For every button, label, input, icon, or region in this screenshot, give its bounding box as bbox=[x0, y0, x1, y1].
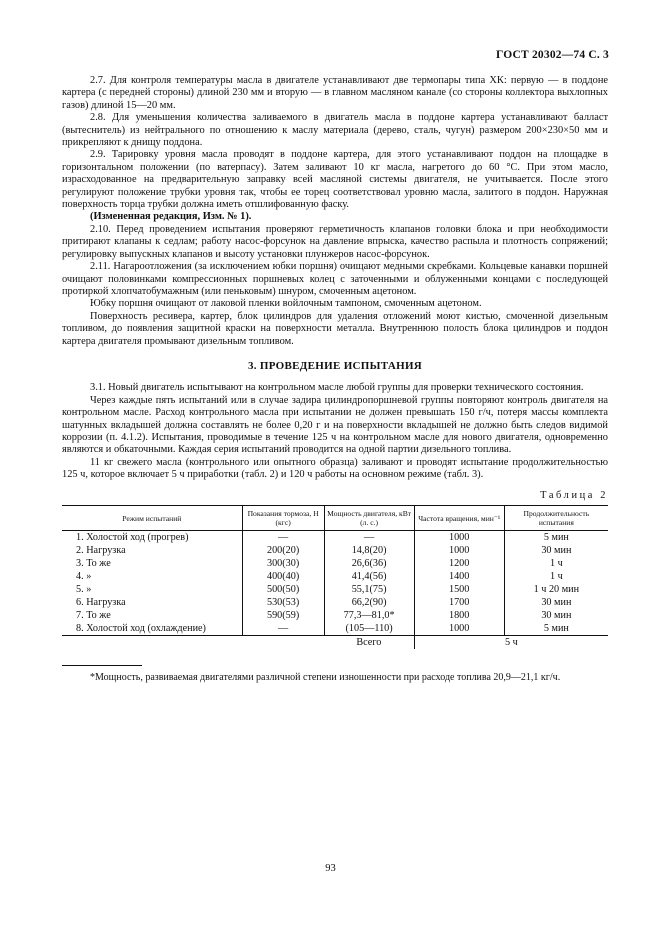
section-title: 3. ПРОВЕДЕНИЕ ИСПЫТАНИЯ bbox=[247, 359, 423, 372]
cell-mode: 2. Нагрузка bbox=[76, 545, 126, 556]
col-header-brake: Показания тормоза, Н (кгс) bbox=[242, 506, 324, 531]
col-header-speed: Частота вращения, мин⁻¹ bbox=[414, 506, 504, 531]
paragraph-piston-skirt: Юбку поршня очищают от лаковой пленки войлочным тампоном, смоченным ацетоном. bbox=[90, 298, 482, 310]
cell-power: (105—110) bbox=[324, 622, 414, 636]
paragraph-receiver: Поверхность ресивера, картер, блок цилиндров для удаления отложений моют кистью, смоченной дизельным топливом, до появления защитной краски на поверхности металла. Внутреннюю полость блока цилиндров и поддон картера двигателя промывают дизельным топливом. bbox=[62, 310, 608, 347]
cell-brake: — bbox=[242, 531, 324, 545]
cell-mode: 5. » bbox=[76, 584, 92, 595]
cell-mode: 8. Холостой ход (охлаждение) bbox=[62, 622, 242, 636]
paragraph-2-10: 2.10. Перед проведением испытания проверяют герметичность клапанов головки блока и при необходимости притирают клапаны к седлам; работу насос-форсунок на давление впрыска, качество распыла и плотность сопряжений; регулировку выпускных клапанов и высоту установки плунжеров насос-форсунок. bbox=[62, 223, 608, 260]
amendment-note: (Измененная редакция, Изм. № 1). bbox=[90, 211, 252, 223]
table-row bbox=[62, 544, 608, 557]
cell-power: 66,2(90) bbox=[324, 596, 414, 609]
cell-duration: 1 ч bbox=[504, 557, 608, 570]
total-value: 5 ч bbox=[414, 636, 608, 650]
cell-speed: 1000 bbox=[414, 622, 504, 636]
test-modes-table bbox=[62, 505, 608, 649]
cell-speed: 1800 bbox=[414, 609, 504, 622]
cell-mode: 4. » bbox=[76, 571, 92, 582]
page-header: ГОСТ 20302—74 С. 3 bbox=[496, 49, 609, 61]
footnote-divider bbox=[62, 665, 142, 666]
paragraph-control: Через каждые пять испытаний или в случае задира цилиндропоршневой группы повторяют контроль двигателя на контрольном масле. Расход контрольного масла при испытании не должен превышать 150 г/ч, потеря массы комплекта шатунных вкладышей должна составлять не более 0,20 г и на поверхности вкладышей не должно быть следов видимой коррозии (п. 4.1.2). Испытания, проводимые в течение 125 ч на контрольном масле для нового двигателя, одновременно являются и обкаточными. Каждая серия испытаний проводится на одной партии дизельного топлива. bbox=[62, 394, 608, 456]
cell-duration: 5 мин bbox=[504, 622, 608, 636]
page-content bbox=[62, 75, 608, 685]
cell-duration: 30 мин bbox=[504, 544, 608, 557]
paragraph-2-7: 2.7. Для контроля температуры масла в двигателе устанавливают две термопары типа ХК: первую — в поддоне картера (с передней стороны) длиной 230 мм и вторую — в главном масляном канале (со стороны коллектора выхлопных газов) длиной 15—20 мм. bbox=[62, 75, 608, 111]
paragraph-fresh-oil: 11 кг свежего масла (контрольного или опытного образца) заливают и проводят испытание продолжительностью 125 ч, которое включает 5 ч приработки (табл. 2) и 120 ч работы на основном режиме (табл. 3). bbox=[62, 456, 608, 481]
cell-duration: 30 мин bbox=[504, 609, 608, 622]
paragraph-3-1: 3.1. Новый двигатель испытывают на контрольном масле любой группы для проверки технического состояния. bbox=[90, 382, 584, 394]
cell-speed: 1000 bbox=[414, 531, 504, 545]
cell-speed: 1700 bbox=[414, 596, 504, 609]
table-label: Таблица 2 bbox=[540, 489, 608, 501]
footnote: *Мощность, развиваемая двигателями различной степени изношенности при расходе топлива 20,9—21,1 кг/ч. bbox=[90, 672, 561, 684]
table-total-row bbox=[62, 636, 608, 650]
cell-speed: 1400 bbox=[414, 570, 504, 583]
cell-duration: 5 мин bbox=[504, 531, 608, 545]
cell-brake: 400(40) bbox=[242, 570, 324, 583]
cell-power: 41,4(56) bbox=[324, 570, 414, 583]
cell-mode: 7. То же bbox=[76, 610, 111, 621]
cell-duration: 30 мин bbox=[504, 596, 608, 609]
col-header-mode: Режим испытаний bbox=[62, 506, 242, 531]
paragraph-2-11: 2.11. Нагароотложения (за исключением юбки поршня) очищают медными скребками. Кольцевые канавки поршней очищают половинками компрессионных поршневых колец с заточенными и облуженными концами с последующей протиркой хлопчатобумажным (или пеньковым) шнуром, смоченным ацетоном. bbox=[62, 261, 608, 297]
paragraph-2-8: 2.8. Для уменьшения количества заливаемого в двигатель масла в поддоне картера устанавливают балласт (вытеснитель) из нейтрального по отношению к маслу материала (дерево, сталь, чугун) размером 200×230×50 мм и прикрепляют к днищу поддона. bbox=[62, 112, 608, 149]
table-row bbox=[62, 570, 608, 583]
table-row bbox=[62, 531, 608, 545]
table-row bbox=[62, 622, 608, 636]
cell-power: 14,8(20) bbox=[324, 544, 414, 557]
cell-brake: 590(59) bbox=[242, 609, 324, 622]
cell-power: 55,1(75) bbox=[324, 583, 414, 596]
cell-mode: 1. Холостой ход (прогрев) bbox=[76, 532, 189, 543]
cell-speed: 1500 bbox=[414, 583, 504, 596]
cell-power: — bbox=[324, 531, 414, 545]
cell-speed: 1000 bbox=[414, 544, 504, 557]
cell-power: 26,6(36) bbox=[324, 557, 414, 570]
col-header-duration: Продолжительность испытания bbox=[504, 506, 608, 531]
cell-speed: 1200 bbox=[414, 557, 504, 570]
table-row bbox=[62, 557, 608, 570]
cell-power: 77,3—81,0* bbox=[324, 609, 414, 622]
cell-duration: 1 ч bbox=[504, 570, 608, 583]
cell-brake: 500(50) bbox=[242, 583, 324, 596]
table-row bbox=[62, 609, 608, 622]
table-row bbox=[62, 583, 608, 596]
page-number: 93 bbox=[325, 863, 336, 874]
cell-brake: — bbox=[242, 622, 324, 636]
cell-brake: 300(30) bbox=[242, 557, 324, 570]
cell-duration: 1 ч 20 мин bbox=[504, 583, 608, 596]
col-header-power: Мощность двигателя, кВт (л. с.) bbox=[324, 506, 414, 531]
cell-brake: 530(53) bbox=[242, 596, 324, 609]
total-label: Всего bbox=[356, 637, 382, 648]
table-row bbox=[62, 596, 608, 609]
cell-brake: 200(20) bbox=[242, 544, 324, 557]
paragraph-2-9: 2.9. Тарировку уровня масла проводят в поддоне картера, для этого устанавливают поддон на площадке в горизонтальном положении (по ватерпасу). Затем заливают 10 кг масла, нагретого до 60 °С. При этом масло, израсходованное на предварительную заправку всей масляной системы двигателя, не учитывается. После этого регулируют положение трубки уровня так, чтобы ее торец соответствовал уровню масла, залитого в поддон. Наружная поверхность торца трубки должна иметь отшлифованную фаску. bbox=[62, 149, 608, 211]
table-header-row bbox=[62, 506, 608, 531]
cell-mode: 3. То же bbox=[76, 558, 111, 569]
cell-mode: 6. Нагрузка bbox=[76, 597, 126, 608]
